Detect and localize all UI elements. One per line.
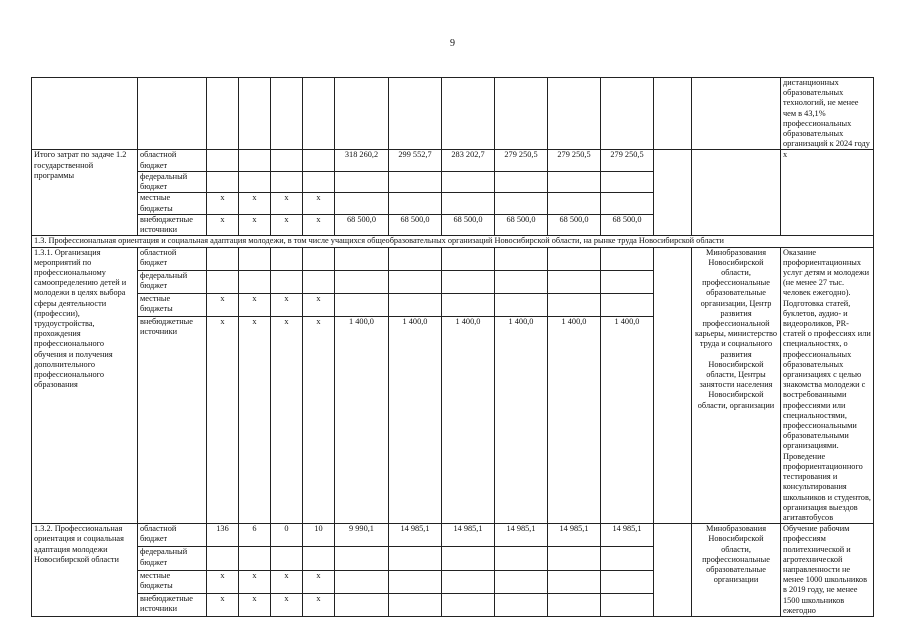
table-row bbox=[32, 78, 874, 150]
value-cell: 14 985,1 bbox=[495, 524, 548, 547]
x-mark: x bbox=[303, 193, 335, 215]
measure-name: 1.3.1. Организация мероприятий по профессиональному самоопределению детей и молодежи в целях выбора сферы деятельности (профессии), трудоустройства, прохождения профессионального обучения и получения дополнительного профессионального образования bbox=[32, 247, 138, 523]
value-cell: 14 985,1 bbox=[389, 524, 442, 547]
value-cell: 68 500,0 bbox=[442, 214, 495, 236]
value-cell: 68 500,0 bbox=[601, 214, 654, 236]
indicator-cell: 6 bbox=[239, 524, 271, 547]
value-cell: 1 400,0 bbox=[389, 317, 442, 524]
indicator-cell: 136 bbox=[207, 524, 239, 547]
value-cell: 279 250,5 bbox=[601, 150, 654, 172]
x-mark: x bbox=[207, 593, 239, 616]
result-cell: дистанционных образовательных технологий, не менее чем в 43,1% профессиональных образовательных организаций к 2024 году bbox=[781, 78, 874, 150]
value-cell: 1 400,0 bbox=[601, 317, 654, 524]
x-mark: x bbox=[271, 317, 303, 524]
program-table bbox=[31, 77, 874, 617]
value-cell: 283 202,7 bbox=[442, 150, 495, 172]
value-cell: 68 500,0 bbox=[335, 214, 389, 236]
value-cell: 1 400,0 bbox=[442, 317, 495, 524]
x-mark: x bbox=[271, 214, 303, 236]
x-mark: x bbox=[239, 317, 271, 524]
funding-label: областной бюджет bbox=[138, 524, 207, 547]
x-mark: x bbox=[207, 293, 239, 316]
executor-cell: Минобразования Новосибирской области, профессиональные образовательные организации bbox=[692, 524, 781, 617]
funding-label: внебюджетные источники bbox=[138, 317, 207, 524]
x-mark: x bbox=[207, 570, 239, 593]
x-mark: x bbox=[207, 214, 239, 236]
funding-label: местные бюджеты bbox=[138, 570, 207, 593]
x-mark: x bbox=[303, 570, 335, 593]
indicator-cell: 10 bbox=[303, 524, 335, 547]
value-cell: 68 500,0 bbox=[495, 214, 548, 236]
section-header-row bbox=[32, 236, 874, 247]
executor-cell: Минобразования Новосибирской области, профессиональные образовательные организации, Центр развития профессиональной карьеры, министерство труда и социального развития Новосибирской области, Центры занятости населения Новосибирской области, организации bbox=[692, 247, 781, 523]
funding-label: федеральный бюджет bbox=[138, 270, 207, 293]
x-mark: x bbox=[207, 317, 239, 524]
total-name: Итого затрат по задаче 1.2 государственной программы bbox=[32, 150, 138, 236]
x-mark: x bbox=[303, 293, 335, 316]
x-mark: x bbox=[303, 593, 335, 616]
funding-label: областной бюджет bbox=[138, 247, 207, 270]
value-cell: 1 400,0 bbox=[335, 317, 389, 524]
x-mark: x bbox=[271, 593, 303, 616]
x-mark: x bbox=[239, 593, 271, 616]
funding-label: местные бюджеты bbox=[138, 193, 207, 215]
funding-label: федеральный бюджет bbox=[138, 547, 207, 570]
x-mark: x bbox=[271, 570, 303, 593]
funding-label: областной бюджет bbox=[138, 150, 207, 172]
value-cell: 14 985,1 bbox=[548, 524, 601, 547]
page-number: 9 bbox=[450, 38, 455, 49]
x-mark: x bbox=[271, 293, 303, 316]
x-mark: x bbox=[239, 214, 271, 236]
table-row bbox=[32, 524, 874, 547]
table-row bbox=[32, 150, 874, 172]
result-cell: Обучение рабочим профессиям политехнической и агротехнической направленности не менее 1000 школьников в 2019 году, не менее 1500 школьников ежегодно bbox=[781, 524, 874, 617]
section-title: 1.3. Профессиональная ориентация и социальная адаптация молодежи, в том числе учащихся общеобразовательных организаций Новосибирской области, на рынке труда Новосибирской области bbox=[32, 236, 874, 247]
result-cell: Оказание профориентационных услуг детям и молодежи (не менее 27 тыс. человек ежегодно). Подготовка статей, буклетов, аудио- и видеороликов, PR-статей о профессиях или специальностях, о профессиональных образовательных организациях с целью знакомства молодежи с востребованными профессиями или специальностями, профессиональными образовательными организациями. Проведение профориентационного тестирования и консультирования школьников и студентов, организация выездов агитавтобусов bbox=[781, 247, 874, 523]
indicator-cell: 0 bbox=[271, 524, 303, 547]
x-mark: x bbox=[303, 317, 335, 524]
value-cell: 9 990,1 bbox=[335, 524, 389, 547]
value-cell: 318 260,2 bbox=[335, 150, 389, 172]
x-mark: x bbox=[271, 193, 303, 215]
value-cell: 299 552,7 bbox=[389, 150, 442, 172]
x-mark: x bbox=[239, 293, 271, 316]
value-cell: 279 250,5 bbox=[548, 150, 601, 172]
value-cell: 14 985,1 bbox=[442, 524, 495, 547]
x-mark: x bbox=[207, 193, 239, 215]
value-cell: 1 400,0 bbox=[495, 317, 548, 524]
result-cell: x bbox=[781, 150, 874, 236]
funding-label: внебюджетные источники bbox=[138, 593, 207, 616]
value-cell: 68 500,0 bbox=[548, 214, 601, 236]
funding-label: внебюджетные источники bbox=[138, 214, 207, 236]
x-mark: x bbox=[239, 193, 271, 215]
table-row bbox=[32, 247, 874, 270]
x-mark: x bbox=[303, 214, 335, 236]
x-mark: x bbox=[239, 570, 271, 593]
funding-label: федеральный бюджет bbox=[138, 171, 207, 193]
value-cell: 279 250,5 bbox=[495, 150, 548, 172]
value-cell: 1 400,0 bbox=[548, 317, 601, 524]
measure-name: 1.3.2. Профессиональная ориентация и социальная адаптация молодежи Новосибирской области bbox=[32, 524, 138, 617]
value-cell: 68 500,0 bbox=[389, 214, 442, 236]
value-cell: 14 985,1 bbox=[601, 524, 654, 547]
funding-label: местные бюджеты bbox=[138, 293, 207, 316]
